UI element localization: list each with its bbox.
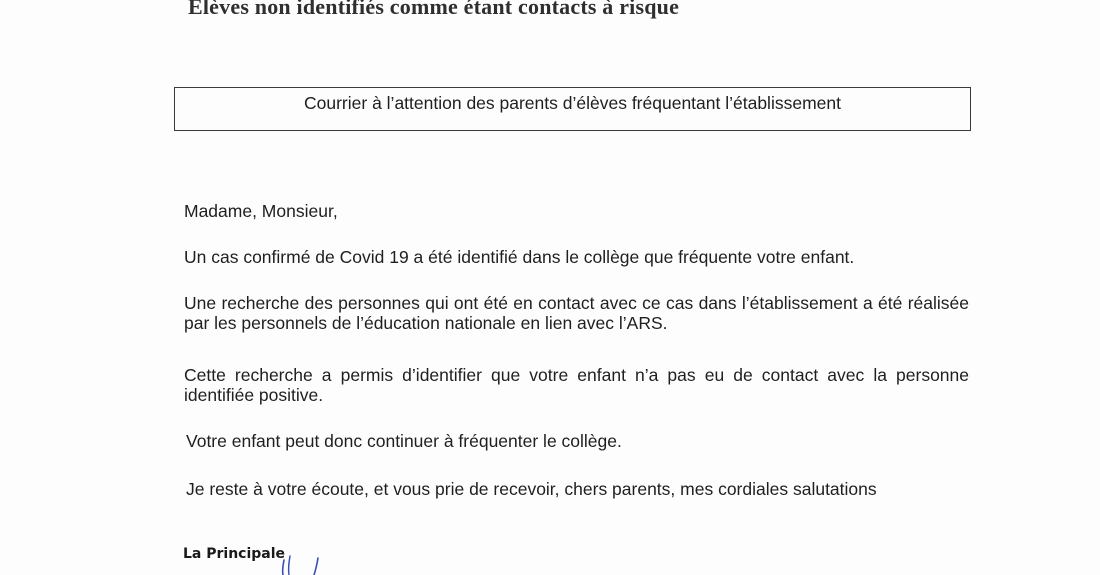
paragraph-no-contact: Cette recherche a permis d’identifier que votre enfant n’a pas eu de contact avec la personne identifiée positive. [184, 365, 969, 405]
subject-box [174, 87, 971, 131]
letter-greeting: Madame, Monsieur, [184, 201, 338, 221]
handwritten-signature [272, 552, 332, 575]
paragraph-continue-school: Votre enfant peut donc continuer à fréquenter le collège. [186, 431, 622, 451]
page-title: Elèves non identifiés comme étant contacts à risque [188, 0, 680, 19]
paragraph-case-confirmed: Un cas confirmé de Covid 19 a été identifié dans le collège que fréquente votre enfant. [184, 247, 855, 267]
subject-text: Courrier à l’attention des parents d’élèves fréquentant l’établissement [304, 93, 841, 113]
paragraph-closing: Je reste à votre écoute, et vous prie de recevoir, chers parents, mes cordiales salutations [186, 479, 877, 499]
paragraph-contact-search: Une recherche des personnes qui ont été en contact avec ce cas dans l’établissement a été réalisée par les personnels de l’éducation nationale en lien avec l’ARS. [184, 293, 969, 333]
signature-label: La Principale [183, 546, 286, 562]
